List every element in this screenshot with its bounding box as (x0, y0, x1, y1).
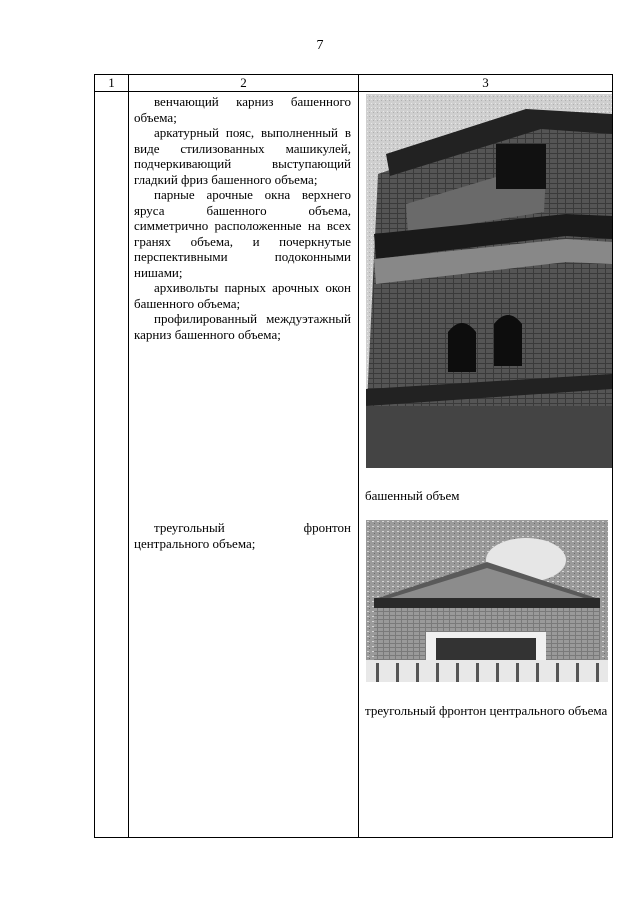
table-header-col3: 3 (482, 75, 489, 90)
table-header-col2: 2 (240, 75, 247, 90)
document-table (94, 74, 613, 838)
page-number: 7 (316, 38, 324, 53)
list-item: треугольный фронтон центрального объема; (134, 520, 351, 551)
element-list-pediment (134, 520, 351, 551)
photo-pediment-caption: треугольный фронтон центрального объема (365, 703, 608, 718)
table-col-divider-1 (128, 74, 129, 838)
list-item: аркатурный пояс, выполненный в виде стилизованных машикулей, подчеркивающий выступающий гладкий фриз башенного объема; (134, 125, 351, 187)
photo-pediment (366, 520, 608, 682)
photo-tower-volume (366, 94, 612, 468)
list-item: профилированный междуэтажный карниз башенного объема; (134, 311, 351, 342)
tower-illustration (366, 94, 612, 468)
table-header-col1: 1 (108, 75, 115, 90)
list-item: архивольты парных арочных окон башенного объема; (134, 280, 351, 311)
table-col-divider-2 (358, 74, 359, 838)
list-item: венчающий карниз башенного объема; (134, 94, 351, 125)
table-header-divider (94, 91, 613, 92)
list-item: парные арочные окна верхнего яруса башенного объема, симметрично расположенные на всех гранях объема, и почеркнутые перспективными подоконными нишами; (134, 187, 351, 280)
pediment-illustration (366, 520, 608, 682)
table-border-right (612, 74, 613, 838)
element-list-tower (134, 94, 351, 342)
table-border-bottom (94, 837, 613, 838)
photo-tower-caption: башенный объем (365, 488, 460, 503)
table-border-left (94, 74, 95, 838)
